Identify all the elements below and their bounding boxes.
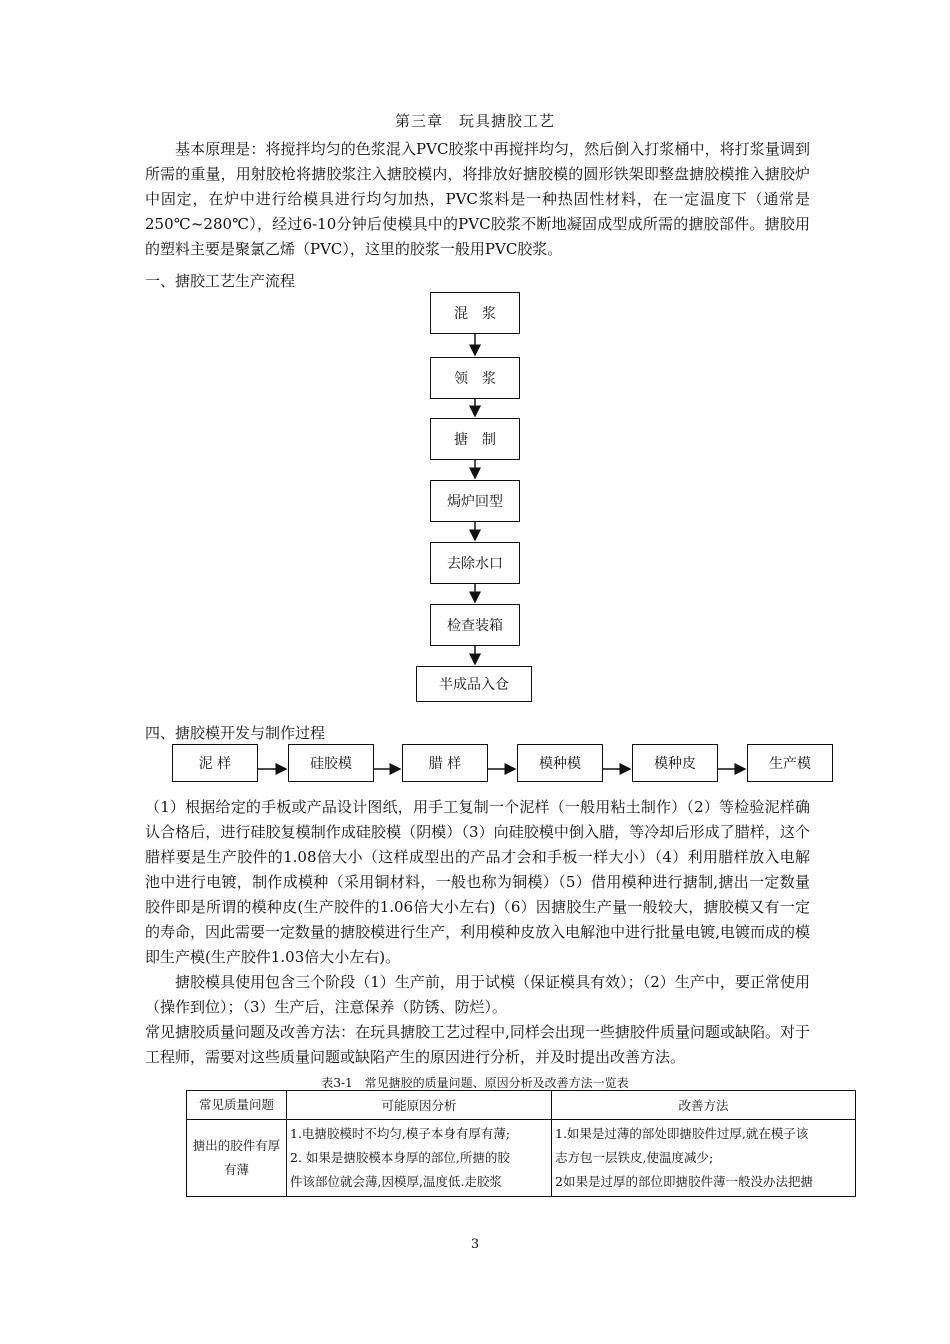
cause-line: 件该部位就会薄,因模厚,温度低.走胶浆 bbox=[290, 1174, 502, 1189]
table-header: 改善方法 bbox=[552, 1091, 856, 1120]
section-heading-mold: 四、搪胶模开发与制作过程 bbox=[145, 724, 326, 742]
fix-line: 志方包一层铁皮,使温度减少; bbox=[555, 1150, 714, 1165]
flow-step-label: 领 浆 bbox=[454, 371, 496, 387]
chapter-title: 第三章 玩具搪胶工艺 bbox=[394, 112, 555, 130]
cause-line: 1.电搪胶模时不均匀,模子本身有厚有薄; bbox=[290, 1126, 511, 1141]
mold-step-silicone bbox=[288, 744, 374, 782]
table-cell-problem bbox=[187, 1120, 287, 1197]
quality-table bbox=[186, 1090, 856, 1197]
flow-step-cast bbox=[430, 418, 520, 460]
flow-step-warehouse bbox=[416, 666, 532, 702]
problem-text: 搪出的胶件有厚有薄 bbox=[192, 1138, 281, 1177]
flow-step-label: 半成品入仓 bbox=[439, 677, 509, 693]
table-cell-fixes bbox=[552, 1120, 856, 1197]
mold-step-clay bbox=[172, 744, 258, 782]
flow-step-bake bbox=[430, 480, 520, 522]
fix-line: 1.如果是过薄的部处即搪胶件过厚,就在模子该 bbox=[555, 1126, 809, 1141]
table-cell-causes bbox=[287, 1120, 552, 1197]
mold-step-label: 生产模 bbox=[769, 756, 811, 772]
mold-step-label: 模种模 bbox=[539, 756, 581, 772]
flow-step-label: 焗炉回型 bbox=[447, 494, 503, 510]
quality-paragraph: 常见搪胶质量问题及改善方法：在玩具搪胶工艺过程中,同样会出现一些搪胶件质量问题或缺陷。对于工程师，需要对这些质量问题或缺陷产生的原因进行分析，并及时提出改善方法。 bbox=[145, 1023, 810, 1066]
table-row bbox=[187, 1120, 856, 1197]
mold-step-wax bbox=[402, 744, 488, 782]
mold-step-label: 硅胶模 bbox=[310, 756, 352, 772]
table-header-row bbox=[187, 1091, 856, 1120]
mold-step-master bbox=[517, 744, 603, 782]
flow-step-collect bbox=[430, 357, 520, 399]
mold-step-label: 泥 样 bbox=[198, 756, 232, 772]
mold-step-label: 腊 样 bbox=[428, 756, 462, 772]
stages-paragraph: 搪胶模具使用包含三个阶段（1）生产前，用于试模（保证模具有效）；（2）生产中，要正常使用（操作到位）；（3）生产后，注意保养（防锈、防烂）。 bbox=[145, 973, 810, 1016]
fix-line: 2如果是过厚的部位即搪胶件薄一般没办法把搪 bbox=[555, 1174, 813, 1189]
process-paragraph: （1）根据给定的手板或产品设计图纸，用手工复制一个泥样（一般用粘土制作）（2）等检验泥样确认合格后，进行硅胶复模制作成硅胶模（阴模）（3）向硅胶模中倒入腊，等冷却后形成了腊样，这个腊样要是生产胶件的1.08倍大小（这样成型出的产品才会和手板一样大小）（4）利用腊样放入电解池中进行电镀，制作成模种（采用铜材料，一般也称为铜模）（5）借用模种进行搪制,搪出一定数量胶件即是所谓的模种皮(生产胶件的1.06倍大小左右)（6）因搪胶生产量一般较大，搪胶模又有一定的寿命，因此需要一定数量的搪胶模进行生产，利用模种皮放入电解池中进行批量电镀,电镀而成的模即生产模(生产胶件1.03倍大小左右)。 bbox=[145, 798, 810, 966]
mold-step-skin bbox=[632, 744, 718, 782]
table-header: 常见质量问题 bbox=[187, 1091, 287, 1120]
cause-line: 2. 如果是搪胶模本身厚的部位,所搪的胶 bbox=[290, 1150, 510, 1165]
mold-step-production bbox=[747, 744, 833, 782]
table-caption: 表3-1 常见搪胶的质量问题、原因分析及改善方法一览表 bbox=[321, 1076, 629, 1090]
mold-step-label: 模种皮 bbox=[654, 756, 696, 772]
flow-step-label: 混 浆 bbox=[454, 306, 496, 322]
flow-step-mix bbox=[430, 292, 520, 334]
section-heading-flow: 一、搪胶工艺生产流程 bbox=[145, 272, 296, 290]
intro-paragraph: 基本原理是：将搅拌均匀的色浆混入PVC胶浆中再搅拌均匀，然后倒入打浆桶中，将打浆量调到所需的重量，用射胶枪将搪胶浆注入搪胶模内，将排放好搪胶模的圆形铁架即整盘搪胶模推入搪胶炉中固定，在炉中进行给模具进行均匀加热，PVC浆料是一种热固性材料，在一定温度下（通常是250℃~280℃），经过6-10分钟后使模具中的PVC胶浆不断地凝固成型成所需的搪胶部件。搪胶用的塑料主要是聚氯乙烯（PVC），这里的胶浆一般用PVC胶浆。 bbox=[145, 140, 810, 258]
table-header: 可能原因分析 bbox=[287, 1091, 552, 1120]
flow-step-trim bbox=[430, 542, 520, 584]
flow-step-label: 去除水口 bbox=[447, 556, 503, 572]
page-number: 3 bbox=[470, 1237, 480, 1252]
flow-step-label: 检查装箱 bbox=[447, 618, 503, 634]
flow-step-label: 搪 制 bbox=[454, 432, 496, 448]
flow-step-inspect bbox=[430, 604, 520, 646]
